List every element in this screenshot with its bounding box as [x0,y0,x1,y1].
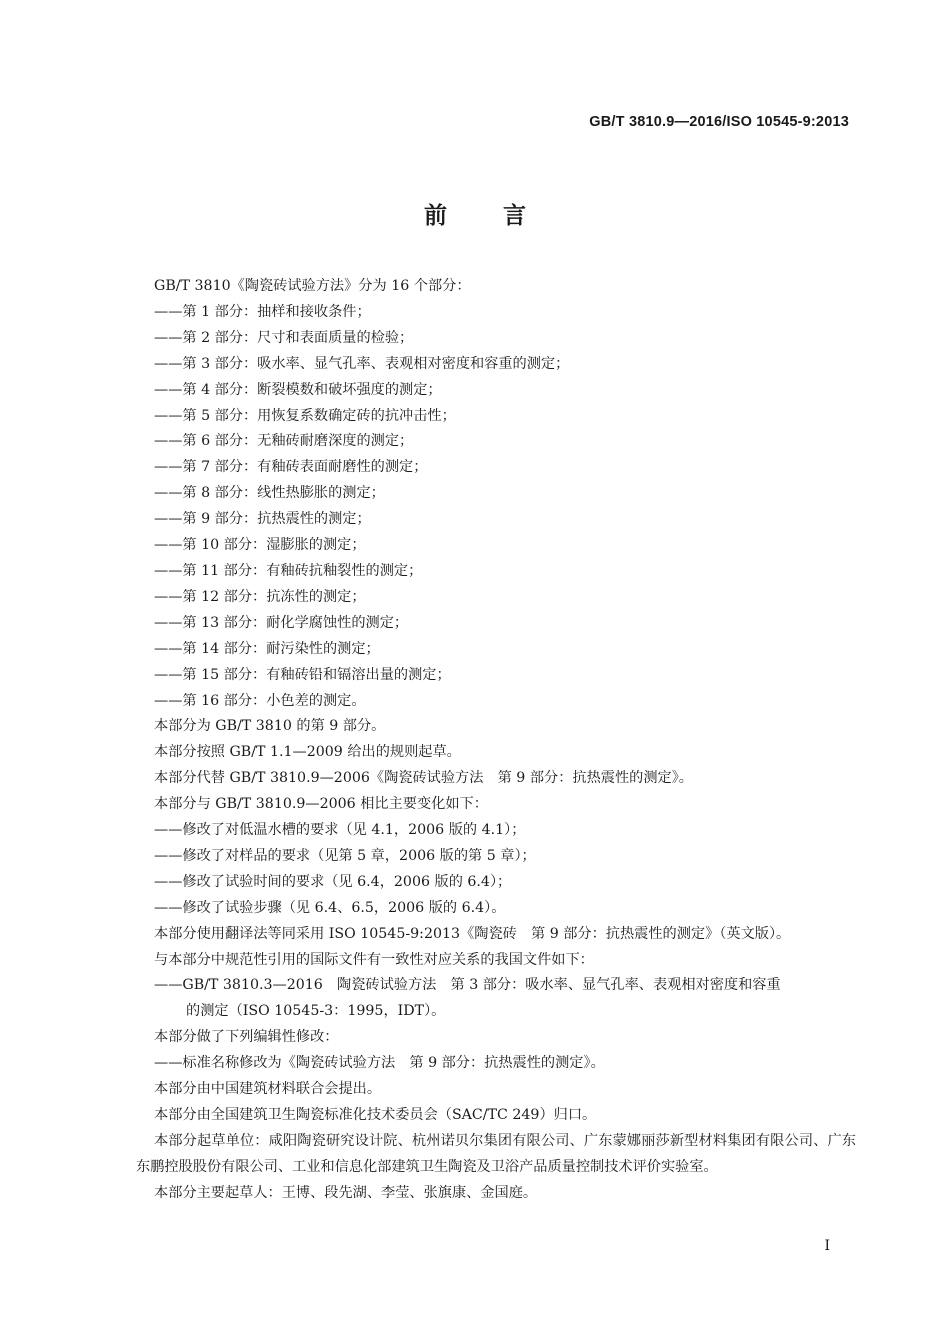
foreword-body [136,274,856,1207]
jurisdiction-statement: 本部分由全国建筑卫生陶瓷标准化技术委员会（SAC/TC 249）归口。 [154,1107,597,1123]
correspondence-intro: 与本部分中规范性引用的国际文件有一致性对应关系的我国文件如下： [154,951,594,968]
correspondence-item: ——GB/T 3810.3—2016 陶瓷砖试验方法 第 3 部分：吸水率、显气孔率、表观相对密度和容重 [154,977,781,994]
part-of-statement: 本部分为 GB/T 3810 的第 9 部分。 [154,718,386,735]
part-list-item: ——第 7 部分：有釉砖表面耐磨性的测定； [154,459,428,476]
translation-statement: 本部分使用翻译法等同采用 ISO 10545-9:2013《陶瓷砖 第 9 部分：抗热震性的测定》（英文版）。 [154,925,791,942]
standard-number: GB/T 3810.9—2016/ISO 10545-9:2013 [589,114,849,130]
part-list-item: ——第 13 部分：耐化学腐蚀性的测定； [154,614,409,631]
editorial-intro: 本部分做了下列编辑性修改： [154,1029,339,1046]
change-item: ——修改了对低温水槽的要求（见 4.1，2006 版的 4.1）； [154,822,526,839]
replaces-statement: 本部分代替 GB/T 3810.9—2006《陶瓷砖试验方法 第 9 部分：抗热震性的测定》。 [154,770,693,787]
part-list-item: ——第 2 部分：尺寸和表面质量的检验； [154,329,414,346]
page-number: I [824,1238,830,1254]
part-list-item: ——第 6 部分：无釉砖耐磨深度的测定； [154,433,414,450]
change-item: ——修改了试验步骤（见 6.4、6.5，2006 版的 6.4）。 [154,899,506,916]
part-list-item: ——第 1 部分：抽样和接收条件； [154,303,371,320]
drafters: 本部分主要起草人：王博、段先湖、李莹、张旗康、金国庭。 [154,1184,538,1201]
part-list-item: ——第 16 部分：小色差的测定。 [154,692,366,709]
drafting-units: 本部分起草单位：咸阳陶瓷研究设计院、杭州诺贝尔集团有限公司、广东蒙娜丽莎新型材料集团有限公司、广东东鹏控股股份有限公司、工业和信息化部建筑卫生陶瓷及卫浴产品质量控制技术评价实验室。 [136,1132,856,1175]
change-item: ——修改了试验时间的要求（见 6.4，2006 版的 6.4）； [154,873,512,890]
series-intro: GB/T 3810《陶瓷砖试验方法》分为 16 个部分： [154,278,471,294]
proposed-by: 本部分由中国建筑材料联合会提出。 [154,1081,382,1098]
part-list-item: ——第 11 部分：有釉砖抗釉裂性的测定； [154,562,423,579]
part-list-item: ——第 12 部分：抗冻性的测定； [154,588,366,605]
part-list-item: ——第 14 部分：耐污染性的测定； [154,640,380,657]
part-list-item: ——第 10 部分：湿膨胀的测定； [154,537,366,554]
correspondence-item-continued: 的测定（ISO 10545-3：1995，IDT）。 [186,1003,446,1020]
part-list-item: ——第 15 部分：有釉砖铅和镉溶出量的测定； [154,666,451,683]
changes-intro: 本部分与 GB/T 3810.9—2006 相比主要变化如下： [154,796,488,813]
drafting-rules-statement: 本部分按照 GB/T 1.1—2009 给出的规则起草。 [154,744,461,761]
part-list-item: ——第 5 部分：用恢复系数确定砖的抗冲击性； [154,407,456,424]
part-list-item: ——第 8 部分：线性热膨胀的测定； [154,485,385,502]
editorial-item: ——标准名称修改为《陶瓷砖试验方法 第 9 部分：抗热震性的测定》。 [154,1055,605,1072]
part-list-item: ——第 4 部分：断裂模数和破坏强度的测定； [154,381,442,398]
change-item: ——修改了对样品的要求（见第 5 章，2006 版的第 5 章）； [154,847,536,864]
part-list-item: ——第 9 部分：抗热震性的测定； [154,511,371,528]
page-title: 前言 [424,203,582,229]
part-list-item: ——第 3 部分：吸水率、显气孔率、表观相对密度和容重的测定； [154,355,570,372]
